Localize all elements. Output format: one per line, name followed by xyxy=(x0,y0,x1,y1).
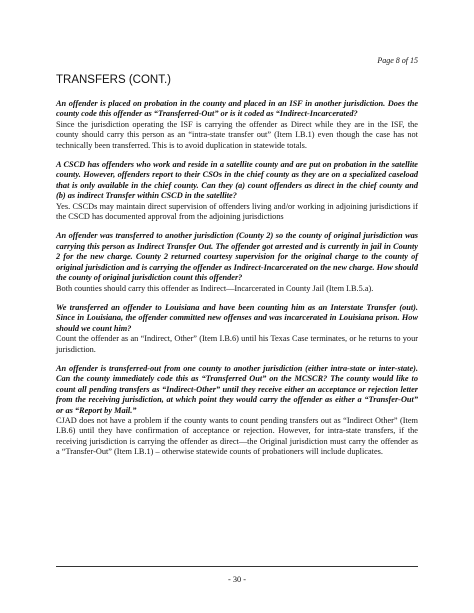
faq-question: An offender is transferred-out from one county to another jurisdiction (either intra-state or inter-state). Can the county immediately code this as “Transferred Out” on the MCSCR? The county would like to count all pending transfers as “Indirect-Other” until they receive either an acceptance or rejection letter from the receiving jurisdiction, at which point they would carry the offender as either a “Transfer-Out” or as “Report by Mail.” xyxy=(56,363,418,415)
faq-item xyxy=(56,231,418,293)
faq-answer: Count the offender as an “Indirect, Other” (Item I.B.6) until his Texas Case terminates, or he returns to your jurisdiction. xyxy=(56,334,418,354)
faq-item xyxy=(56,364,418,458)
footer-divider xyxy=(56,566,418,567)
faq-question: A CSCD has offenders who work and reside in a satellite county and are put on probation in the satellite county. However, offenders report to their CSOs in the chief county as they are on a specialized caseload that is only available in the chief county. Can they (a) count offenders as direct in the chief county and (b) as indirect Transfer within CSCD in the satellite? xyxy=(56,160,418,201)
faq-answer: CJAD does not have a problem if the county wants to count pending transfers out as “Indirect Other” (Item I.B.6) until they have confirmation of acceptance or rejection. However, for intra-state transfers, if the receiving jurisdiction is carrying the offender as direct—the Original jurisdiction must carry the offender as a “Transfer-Out” (Item I.B.1) – otherwise statewide counts of probationers will include duplicates. xyxy=(56,415,418,457)
faq-answer: Both counties should carry this offender as Indirect—Incarcerated in County Jail (Item I.B.5.a). xyxy=(56,283,374,293)
faq-item xyxy=(56,99,418,151)
faq-question: An offender is placed on probation in the county and placed in an ISF in another jurisdiction. Does the county code this offender as “Transferred-Out” or is it coded as “Indirect-Incarcerated? xyxy=(56,99,418,119)
section-title: TRANSFERS (CONT.) xyxy=(56,74,171,86)
faq-question: An offender was transferred to another jurisdiction (County 2) so the county of original jurisdiction was carrying this person as Indirect Transfer Out. The offender got arrested and is currently in jail in County 2 for the new charge. County 2 returned courtesy supervision for the original charge to the county of original jurisdiction and is carrying the offender as Indirect-Incarcerated on the new charge. How should the county of original jurisdiction count this offender? xyxy=(56,231,418,283)
faq-answer: Yes. CSCDs may maintain direct supervision of offenders living and/or working in adjoining jurisdictions if the CSCD has documented approval from the adjoining jurisdictions xyxy=(56,201,418,222)
faq-question: We transferred an offender to Louisiana and have been counting him as an Interstate Transfer (out). Since in Louisiana, the offender committed new offenses and was incarcerated in Louisiana prison. How should we count him? xyxy=(56,302,418,333)
faq-item xyxy=(56,160,418,222)
faq-item xyxy=(56,303,418,355)
footer-page-number: - 30 - xyxy=(228,575,246,584)
page-indicator: Page 8 of 15 xyxy=(377,56,418,65)
faq-content xyxy=(56,99,418,467)
faq-answer: Since the jurisdiction operating the ISF is carrying the offender as Direct while they are in the ISF, the county should carry this person as an “intra-state transfer out” (Item I.B.1) even though the case has not technically been transferred. This is to avoid duplication in statewide totals. xyxy=(56,119,418,150)
